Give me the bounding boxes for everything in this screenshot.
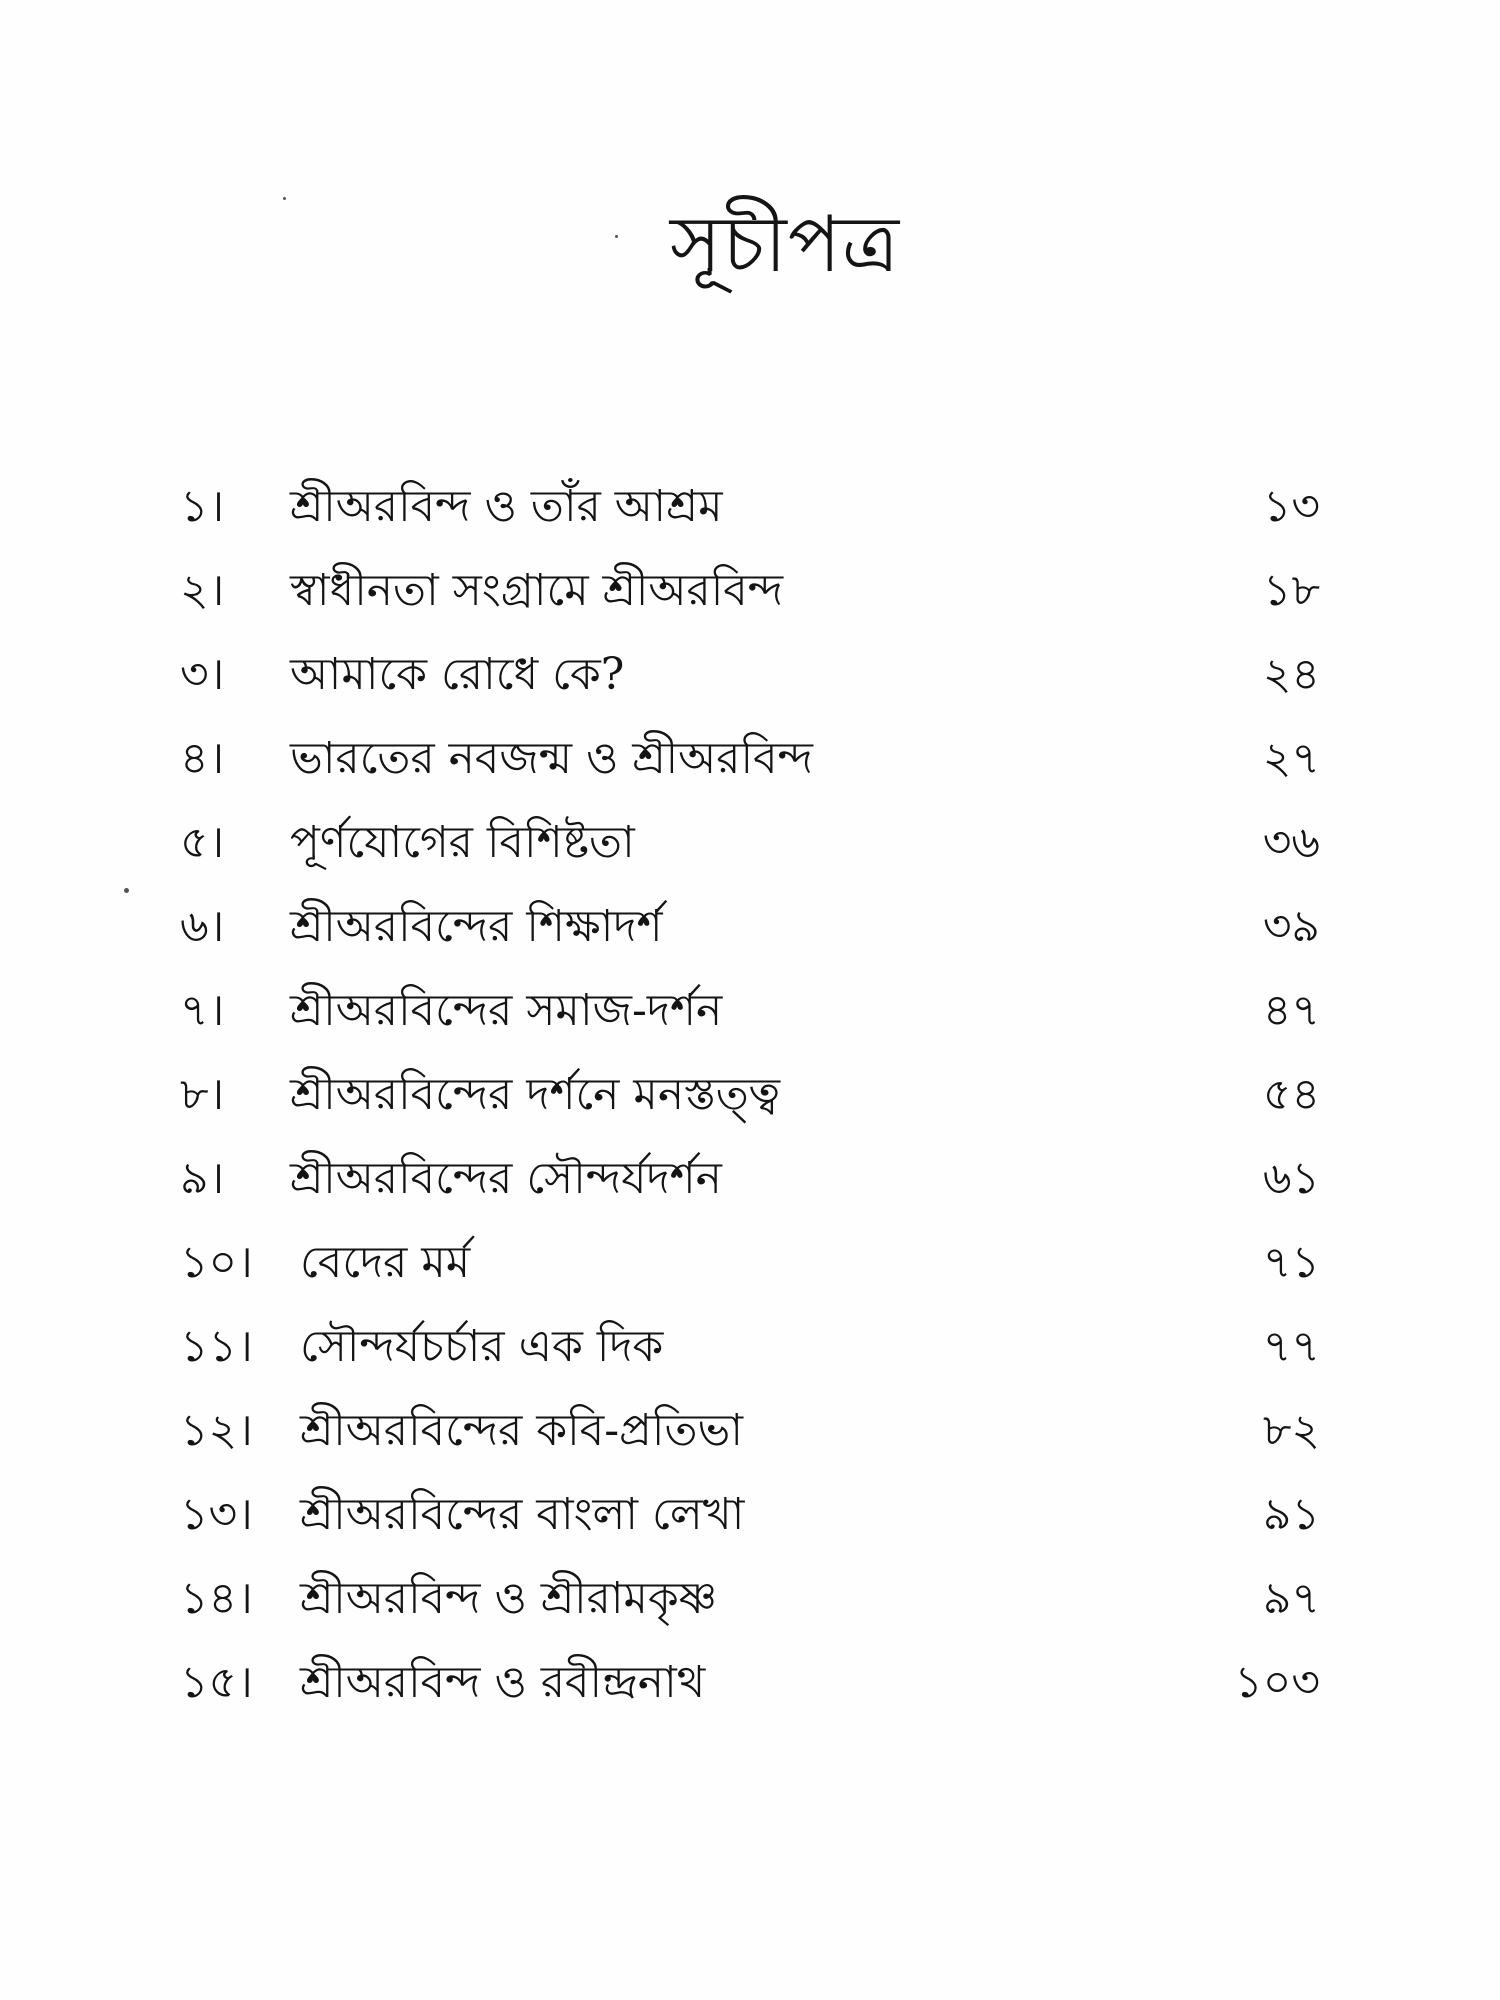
toc-row [0,1557,1500,1641]
toc-row-number: ১২। [180,1405,253,1456]
toc-row-number: ১৩। [180,1489,253,1540]
toc-row [0,801,1500,885]
toc-row [0,549,1500,633]
toc-row-page: ৯৭ [1262,1573,1320,1624]
toc-row [0,465,1500,549]
toc-row-title: শ্রীঅরবিন্দের সৌন্দর্যদর্শন [290,1153,722,1204]
toc-row-title: শ্রীঅরবিন্দ ও শ্রীরামকৃষ্ণ [300,1573,717,1624]
toc-row [0,969,1500,1053]
toc-row-page: ২৭ [1262,733,1320,784]
toc-row-number: ১। [180,481,225,532]
toc-row-number: ৮। [180,1069,225,1120]
toc-row-number: ৭। [180,985,225,1036]
toc-row-page: ৭৭ [1262,1321,1320,1372]
toc-row-title: শ্রীঅরবিন্দের সমাজ-দর্শন [290,985,723,1036]
toc-row [0,885,1500,969]
toc-row [0,1305,1500,1389]
toc-row-number: ১০। [180,1237,253,1288]
toc-row-page: ৪৭ [1262,985,1320,1036]
toc-row-number: ২। [180,565,225,616]
toc-row-number: ৫। [180,817,225,868]
toc-row-title: শ্রীঅরবিন্দের দর্শনে মনস্তত্ত্ব [290,1069,781,1120]
toc-row-number: ৯। [180,1153,225,1204]
toc-row-page: ২৪ [1262,649,1320,700]
toc-row-title: ভারতের নবজন্ম ও শ্রীঅরবিন্দ [290,733,813,784]
toc-row-title: শ্রীঅরবিন্দ ও তাঁর আশ্রম [290,481,723,532]
toc-row-number: ১৪। [180,1573,253,1624]
toc-row [0,1473,1500,1557]
toc-row [0,1389,1500,1473]
toc-row-page: ৮২ [1262,1405,1320,1456]
toc-row-title: শ্রীঅরবিন্দের শিক্ষাদর্শ [290,901,663,952]
toc-row [0,1221,1500,1305]
toc-row [0,1641,1500,1725]
toc-row-title: শ্রীঅরবিন্দের বাংলা লেখা [300,1489,745,1540]
toc-row-number: ৪। [180,733,225,784]
toc-row [0,633,1500,717]
toc-row-title: আমাকে রোধে কে? [290,649,625,700]
toc-row-title: বেদের মর্ম [300,1237,471,1288]
toc-row-title: স্বাধীনতা সংগ্রামে শ্রীঅরবিন্দ [290,565,784,616]
table-of-contents [0,465,1500,1765]
toc-row [0,717,1500,801]
toc-row-page: ৩৬ [1262,817,1320,868]
toc-row-page: ১০৩ [1234,1657,1320,1708]
toc-row-title: শ্রীঅরবিন্দ ও রবীন্দ্রনাথ [300,1657,706,1708]
toc-row-page: ৬১ [1262,1153,1320,1204]
toc-row-number: ৬। [180,901,225,952]
toc-row [0,1137,1500,1221]
toc-row-number: ১১। [180,1321,253,1372]
toc-row-title: পূর্ণযোগের বিশিষ্টতা [290,817,635,868]
toc-row-number: ৩। [180,649,225,700]
toc-row-page: ১৩ [1262,481,1320,532]
toc-row-title: শ্রীঅরবিন্দের কবি-প্রতিভা [300,1405,744,1456]
toc-row-page: ৯১ [1262,1489,1320,1540]
toc-row-number: ১৫। [180,1657,253,1708]
page-title: সূচীপত্র [669,200,901,290]
toc-row-page: ৭১ [1262,1237,1320,1288]
toc-row-title: সৌন্দর্যচর্চার এক দিক [300,1321,664,1372]
toc-row [0,1053,1500,1137]
toc-row-page: ৩৯ [1262,901,1320,952]
toc-row-page: ৫৪ [1262,1069,1320,1120]
toc-row-page: ১৮ [1262,565,1320,616]
